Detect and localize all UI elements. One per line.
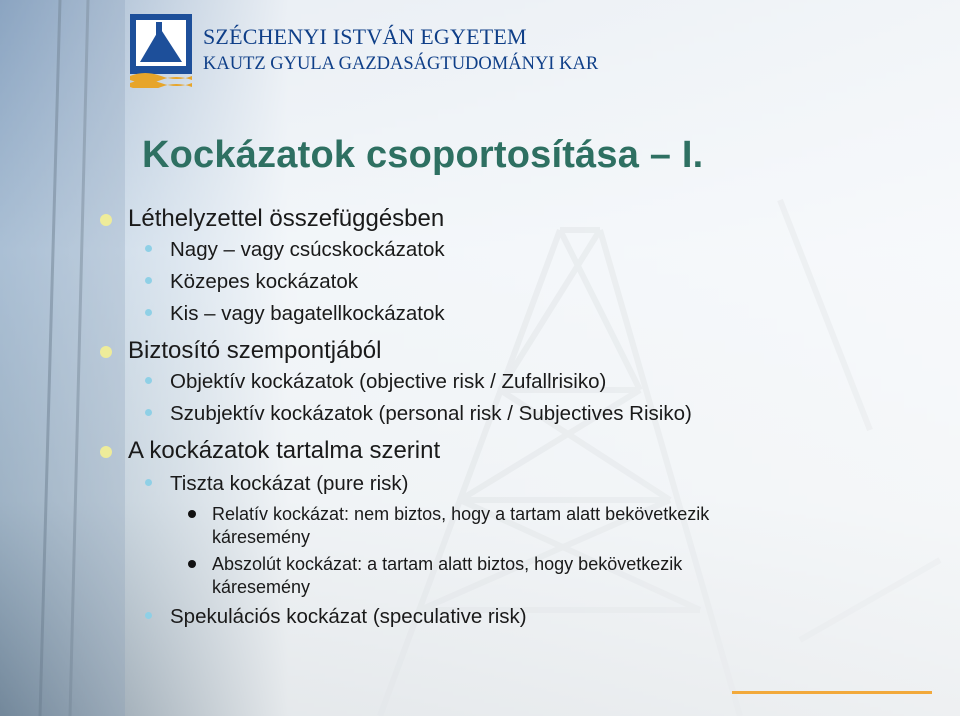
bullet-level1: [100, 346, 112, 358]
section-heading: Biztosító szempontjából: [128, 337, 382, 364]
list-item: Közepes kockázatok: [170, 270, 359, 293]
bullet-level3: [188, 510, 196, 518]
list-item: Tiszta kockázat (pure risk): [170, 472, 409, 495]
list-item: Nagy – vagy csúcskockázatok: [170, 238, 445, 261]
bullet-level2: [145, 479, 152, 486]
list-subitem-continuation: káresemény: [212, 577, 311, 597]
list-subitem: Abszolút kockázat: a tartam alatt biztos, hogy bekövetkezik: [212, 554, 683, 574]
list-item: Szubjektív kockázatok (personal risk / Subjectives Risiko): [170, 402, 692, 425]
bullet-level2: [145, 612, 152, 619]
bullet-level2: [145, 377, 152, 384]
list-item: Objektív kockázatok (objective risk / Zufallrisiko): [170, 370, 607, 393]
bullet-level2: [145, 277, 152, 284]
bullet-level3: [188, 560, 196, 568]
section-heading: Léthelyzettel összefüggésben: [128, 205, 445, 232]
bullet-level2: [145, 309, 152, 316]
list-item: Spekulációs kockázat (speculative risk): [170, 605, 527, 628]
slide-title: Kockázatok csoportosítása – I.: [142, 134, 704, 176]
list-item: Kis – vagy bagatellkockázatok: [170, 302, 445, 325]
faculty-name: KAUTZ GYULA GAZDASÁGTUDOMÁNYI KAR: [203, 54, 599, 74]
bullet-level1: [100, 446, 112, 458]
accent-line: [732, 691, 932, 694]
bullet-level1: [100, 214, 112, 226]
university-name: SZÉCHENYI ISTVÁN EGYETEM: [203, 24, 527, 49]
bullet-level2: [145, 409, 152, 416]
list-subitem-continuation: káresemény: [212, 527, 311, 547]
section-heading: A kockázatok tartalma szerint: [128, 437, 441, 464]
bullet-level2: [145, 245, 152, 252]
list-subitem: Relatív kockázat: nem biztos, hogy a tartam alatt bekövetkezik: [212, 504, 710, 524]
